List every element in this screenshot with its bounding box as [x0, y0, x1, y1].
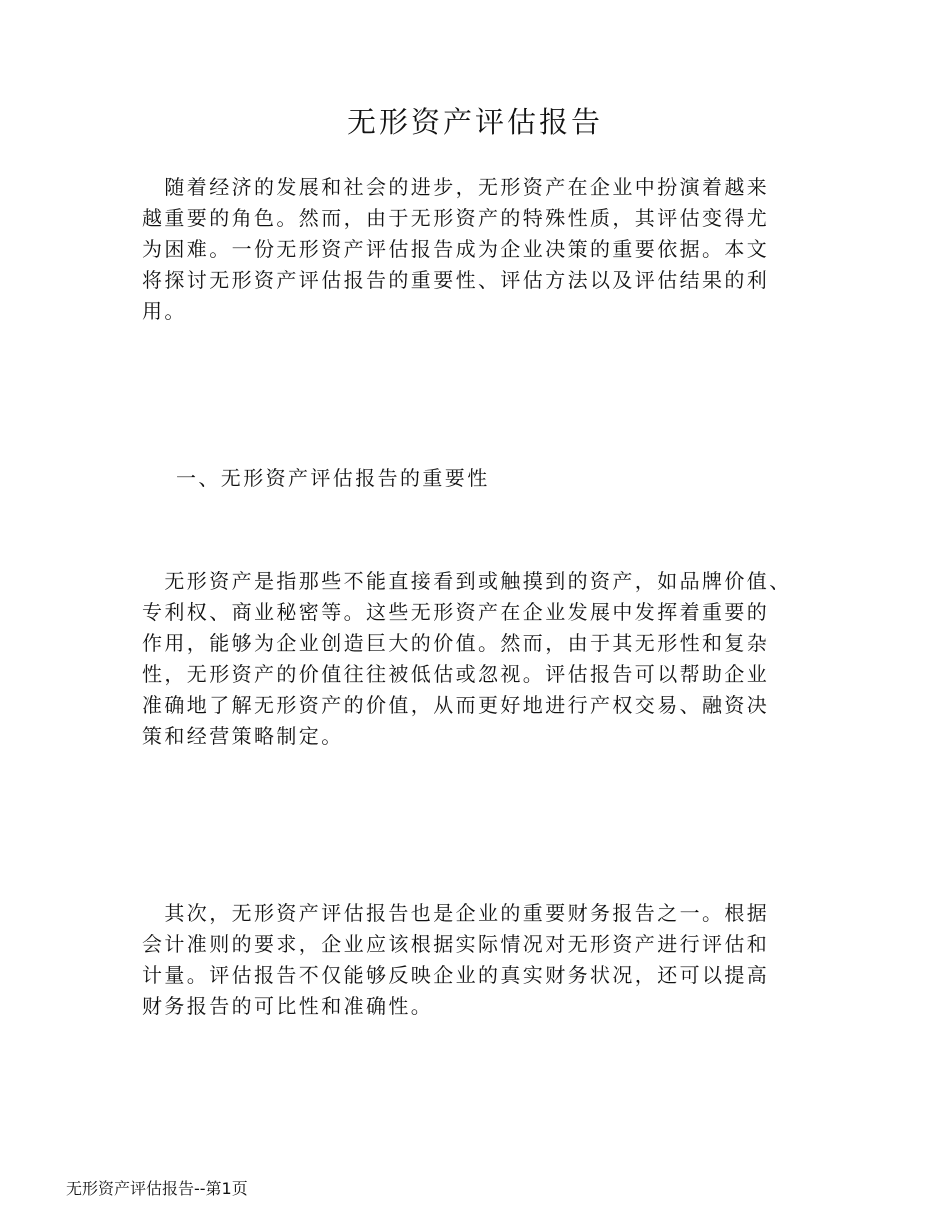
paragraph-line: 专利权、商业秘密等。这些无形资产在企业发展中发挥着重要的: [142, 600, 770, 624]
paragraph-line: 为困难。一份无形资产评估报告成为企业决策的重要依据。本文: [142, 237, 770, 261]
paragraph-line: 随着经济的发展和社会的进步，无形资产在企业中扮演着越来: [142, 175, 770, 199]
section1-paragraph-1: [142, 566, 810, 752]
intro-paragraph: [142, 172, 810, 327]
paragraph-line: 财务报告的可比性和准确性。: [142, 994, 434, 1018]
section-heading: 一、无形资产评估报告的重要性: [176, 466, 490, 490]
page-footer: 无形资产评估报告--第1页: [66, 1179, 248, 1198]
paragraph-line: 计量。评估报告不仅能够反映企业的真实财务状况，还可以提高: [142, 963, 770, 987]
paragraph-line: 性，无形资产的价值往往被低估或忽视。评估报告可以帮助企业: [142, 662, 770, 686]
paragraph-line: 会计准则的要求，企业应该根据实际情况对无形资产进行评估和: [142, 932, 770, 956]
paragraph-line: 其次，无形资产评估报告也是企业的重要财务报告之一。根据: [142, 901, 770, 925]
paragraph-line: 策和经营策略制定。: [142, 724, 344, 748]
paragraph-line: 用。: [142, 299, 187, 323]
paragraph-line: 将探讨无形资产评估报告的重要性、评估方法以及评估结果的利: [142, 268, 770, 292]
paragraph-line: 准确地了解无形资产的价值，从而更好地进行产权交易、融资决: [142, 693, 770, 717]
paragraph-line: 越重要的角色。然而，由于无形资产的特殊性质，其评估变得尤: [142, 206, 770, 230]
paragraph-line: 作用，能够为企业创造巨大的价值。然而，由于其无形性和复杂: [142, 631, 770, 655]
document-title: 无形资产评估报告: [346, 105, 603, 139]
section1-paragraph-2: [142, 898, 810, 1022]
paragraph-line: 无形资产是指那些不能直接看到或触摸到的资产，如品牌价值、: [142, 569, 792, 593]
